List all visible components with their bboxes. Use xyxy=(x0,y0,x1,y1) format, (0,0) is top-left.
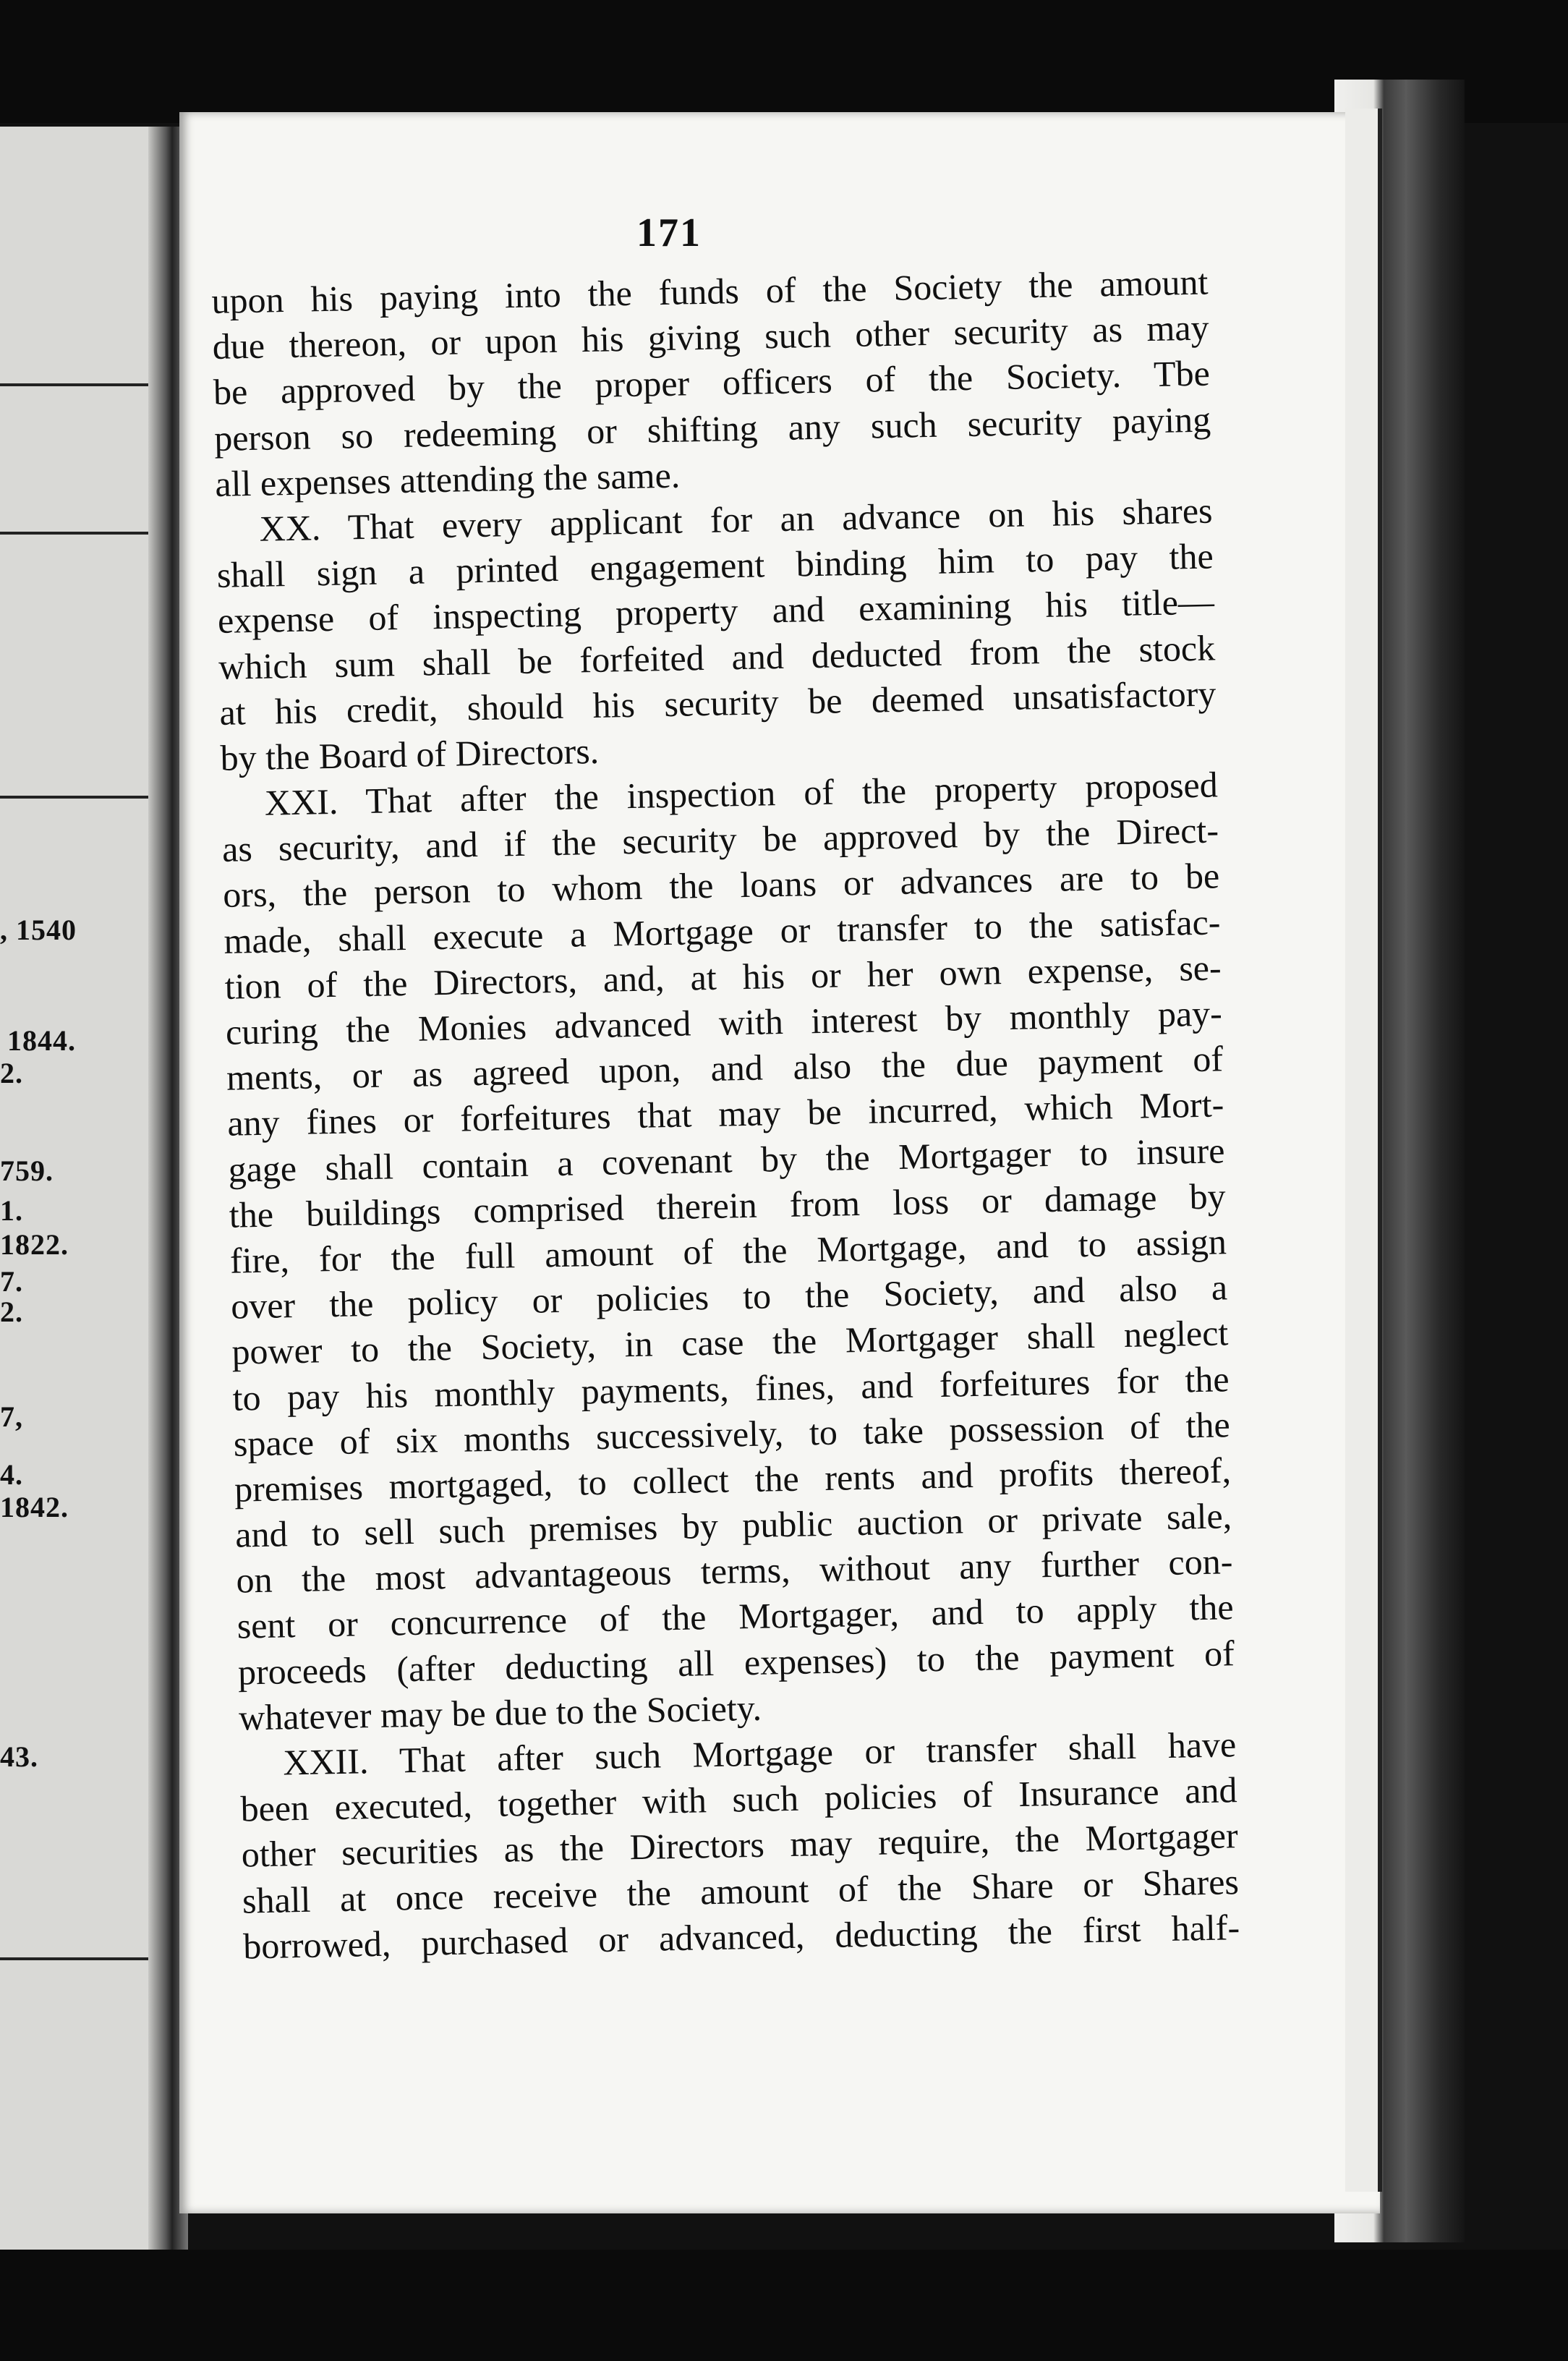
text-line: whatever may be due to the Society. xyxy=(238,1687,762,1738)
text-line: ors, the person to whom the loans or advances are to be xyxy=(222,855,1220,916)
text-line: on the most advantageous terms, without any further con- xyxy=(236,1541,1233,1601)
text-line: at his credit, should his security be deemed unsatisfactory xyxy=(218,673,1217,733)
text-line: been executed, together with such policies of Insurance and xyxy=(240,1769,1237,1829)
text-line: sent or concurrence of the Mortgager, and to apply the xyxy=(237,1586,1235,1647)
margin-fragment: 7. xyxy=(0,1265,23,1298)
text-line: premises mortgaged, to collect the rents and profits thereof, xyxy=(234,1450,1232,1510)
margin-fragment: 1. xyxy=(0,1194,23,1227)
text-line: power to the Society, in case the Mortgager shall neglect xyxy=(231,1312,1229,1373)
text-line: gage shall contain a covenant by the Mortgager to insure xyxy=(228,1129,1225,1190)
text-line: made, shall execute a Mortgage or transfer to the satisfac- xyxy=(223,901,1221,961)
text-line: due thereon, or upon his giving such other security as may xyxy=(212,307,1210,367)
text-line: person so redeeming or shifting any such security paying xyxy=(213,399,1211,459)
paragraph-continuation xyxy=(211,260,1212,507)
top-shadow xyxy=(0,0,1568,123)
text-line: any fines or forfeitures that may be incurred, which Mort- xyxy=(226,1084,1224,1144)
text-line: which sum shall be forfeited and deducted from the stock xyxy=(218,626,1216,687)
text-line: as security, and if the security be approved by the Direct- xyxy=(221,809,1219,870)
margin-fragment: 2. xyxy=(0,1296,23,1328)
margin-fragment: 759. xyxy=(0,1154,54,1187)
margin-fragment: 1844. xyxy=(7,1024,76,1057)
text-line: curing the Monies advanced with interest by monthly pay- xyxy=(225,992,1223,1052)
text-line: expense of inspecting property and examining his title— xyxy=(217,581,1215,642)
text-line: tion of the Directors, and, at his or her own expense, se- xyxy=(224,947,1222,1007)
margin-fragment: 4. xyxy=(0,1458,23,1491)
text-line: the buildings comprised therein from loss or damage by xyxy=(229,1175,1227,1235)
margin-fragment: 43. xyxy=(0,1740,38,1773)
left-page-margin-text xyxy=(0,0,148,2361)
text-line: be approved by the proper officers of the Society. Tbe xyxy=(213,352,1211,413)
paragraph-article-xx xyxy=(216,488,1217,781)
text-line: and to sell such premises by public auction or private sale, xyxy=(234,1495,1232,1555)
margin-fragment: 1822. xyxy=(0,1228,69,1261)
text-line: space of six months successively, to take possession of the xyxy=(233,1403,1231,1464)
text-line: fire, for the full amount of the Mortgage, and to assign xyxy=(229,1221,1227,1281)
text-line: over the policy or policies to the Society, and also a xyxy=(230,1267,1228,1327)
text-line: borrowed, purchased or advanced, deducting the first half- xyxy=(242,1906,1240,1967)
text-line: XXII. That after such Mortgage or transfer shall have xyxy=(282,1724,1237,1783)
text-line: upon his paying into the funds of the Society the amount xyxy=(211,261,1209,321)
text-line: shall sign a printed engagement binding him to pay the xyxy=(216,535,1214,596)
text-line: all expenses attending the same. xyxy=(214,454,681,504)
text-line: other securities as the Directors may require, the Mortgager xyxy=(241,1815,1239,1875)
margin-fragment: 7, xyxy=(0,1400,23,1433)
bottom-shadow xyxy=(0,2250,1568,2361)
text-line: shall at once receive the amount of the Share or Shares xyxy=(242,1860,1240,1921)
text-line: ments, or as agreed upon, and also the due payment of xyxy=(226,1038,1224,1098)
text-line: XXI. That after the inspection of the property proposed xyxy=(264,764,1219,823)
text-line: proceeds (after deducting all expenses) to the payment of xyxy=(237,1632,1235,1693)
margin-fragment: 2. xyxy=(0,1057,23,1089)
text-line: XX. That every applicant for an advance on his shares xyxy=(259,490,1213,549)
margin-fragment: 1842. xyxy=(0,1491,69,1523)
paragraph-article-xxi xyxy=(221,762,1235,1740)
page-number: 171 xyxy=(636,210,702,255)
page-fore-edge xyxy=(1345,109,1382,2192)
page-body-text xyxy=(211,260,1240,1970)
paragraph-article-xxii xyxy=(239,1722,1240,1969)
text-line: by the Board of Directors. xyxy=(220,730,600,778)
margin-fragment: , 1540 xyxy=(0,914,77,946)
text-line: to pay his monthly payments, fines, and forfeitures for the xyxy=(232,1358,1230,1418)
